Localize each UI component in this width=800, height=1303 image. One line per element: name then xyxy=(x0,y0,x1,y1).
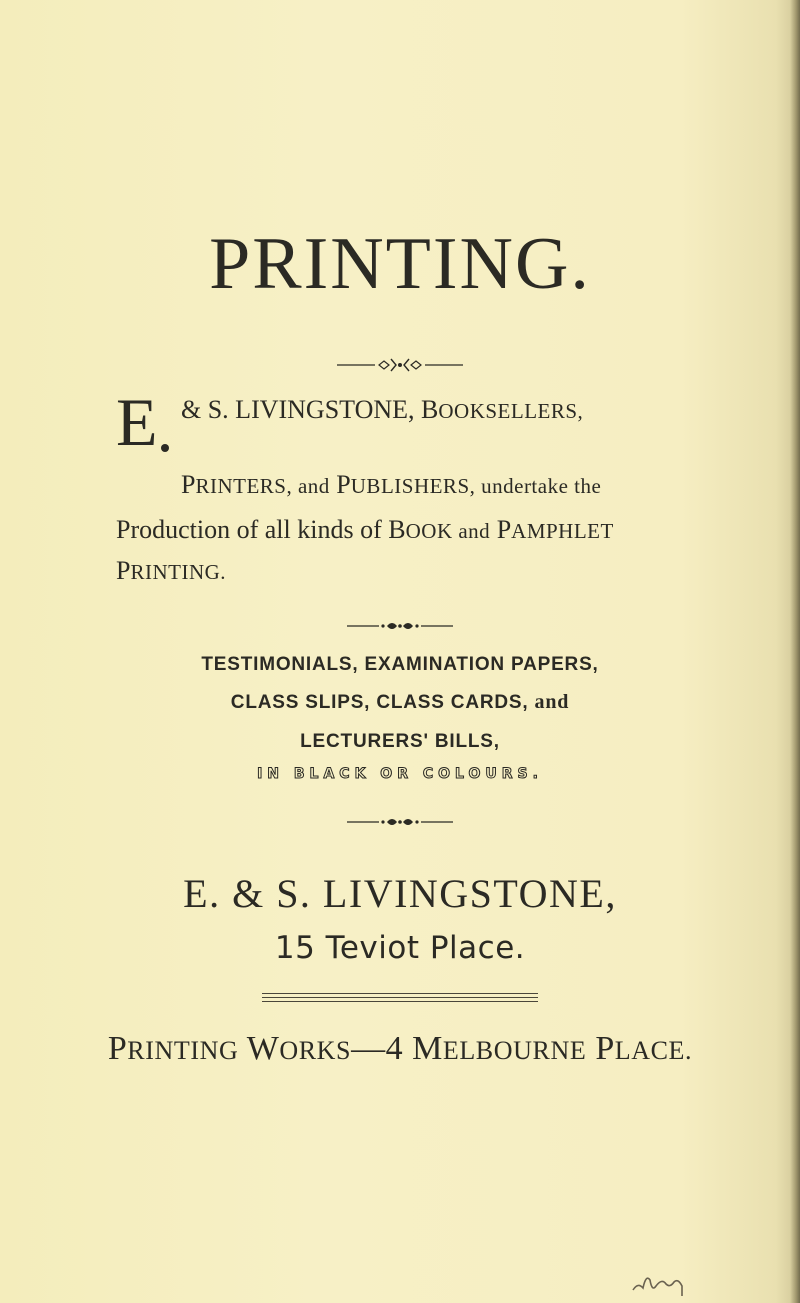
printers-initial: P xyxy=(181,470,196,499)
divider-rule-1 xyxy=(262,993,538,994)
printing-initial: P xyxy=(116,556,131,585)
drop-cap: E xyxy=(116,384,158,460)
works-place-rest: LACE. xyxy=(614,1036,693,1065)
printers-rest: RINTERS, and xyxy=(195,474,330,498)
page-title: PRINTING. xyxy=(209,223,591,305)
pamphlet-initial: P xyxy=(496,515,512,544)
booksellers-rest: OOKSELLERS, xyxy=(438,399,584,423)
book-rest: OOK and xyxy=(405,519,491,543)
intro-line-1 xyxy=(181,395,583,425)
divider-rule-3 xyxy=(262,1001,538,1002)
intro-line-4 xyxy=(116,556,226,586)
works-place-initial: P xyxy=(595,1030,615,1067)
ornament-top-icon xyxy=(335,355,465,375)
ornament-top xyxy=(0,355,800,380)
services-line-3: LECTURERS' BILLS, xyxy=(300,731,500,752)
ornament-middle xyxy=(0,618,800,639)
pencil-mark-icon xyxy=(630,1270,690,1298)
publishers-initial: P xyxy=(336,470,351,499)
intro-line-2 xyxy=(181,470,601,500)
services-line-4: IN BLACK OR COLOURS. xyxy=(257,766,543,782)
divider-rule-2 xyxy=(262,997,538,998)
works-works-initial: W xyxy=(246,1030,280,1067)
firm-name: E. & S. LIVINGSTONE, xyxy=(183,871,617,916)
services-class-text: CLASS SLIPS, CLASS CARDS, xyxy=(230,692,529,713)
works-address xyxy=(0,1030,800,1068)
intro-firm-text: & S. LIVINGSTONE, xyxy=(181,395,415,424)
works-printing-rest: RINTING xyxy=(127,1036,239,1065)
page-edge-shadow xyxy=(790,0,800,1303)
booksellers-initial: B xyxy=(421,395,439,424)
services-and: and xyxy=(534,691,570,713)
services-line-1: TESTIMONIALS, EXAMINATION PAPERS, xyxy=(201,654,599,675)
ornament-middle-icon xyxy=(345,618,455,634)
pamphlet-rest: AMPHLET xyxy=(511,519,614,543)
publishers-rest: UBLISHERS, undertake the xyxy=(350,474,602,498)
intro-production-text: Production of all kinds of xyxy=(116,515,382,544)
works-melbourne-initial: M xyxy=(412,1030,443,1067)
pencil-mark xyxy=(630,1270,690,1303)
book-initial: B xyxy=(388,515,406,544)
ornament-lower xyxy=(0,814,800,835)
works-number: —4 xyxy=(351,1030,404,1067)
intro-line-3 xyxy=(116,515,614,545)
firm-address: 15 Teviot Place. xyxy=(274,930,526,966)
works-works-rest: ORKS xyxy=(279,1036,352,1065)
drop-cap-dot xyxy=(161,444,169,452)
works-printing-initial: P xyxy=(107,1030,128,1067)
ornament-lower-icon xyxy=(345,814,455,830)
works-melbourne-rest: ELBOURNE xyxy=(442,1036,587,1065)
services-line-2 xyxy=(0,691,800,714)
printing-rest: RINTING. xyxy=(130,560,227,584)
